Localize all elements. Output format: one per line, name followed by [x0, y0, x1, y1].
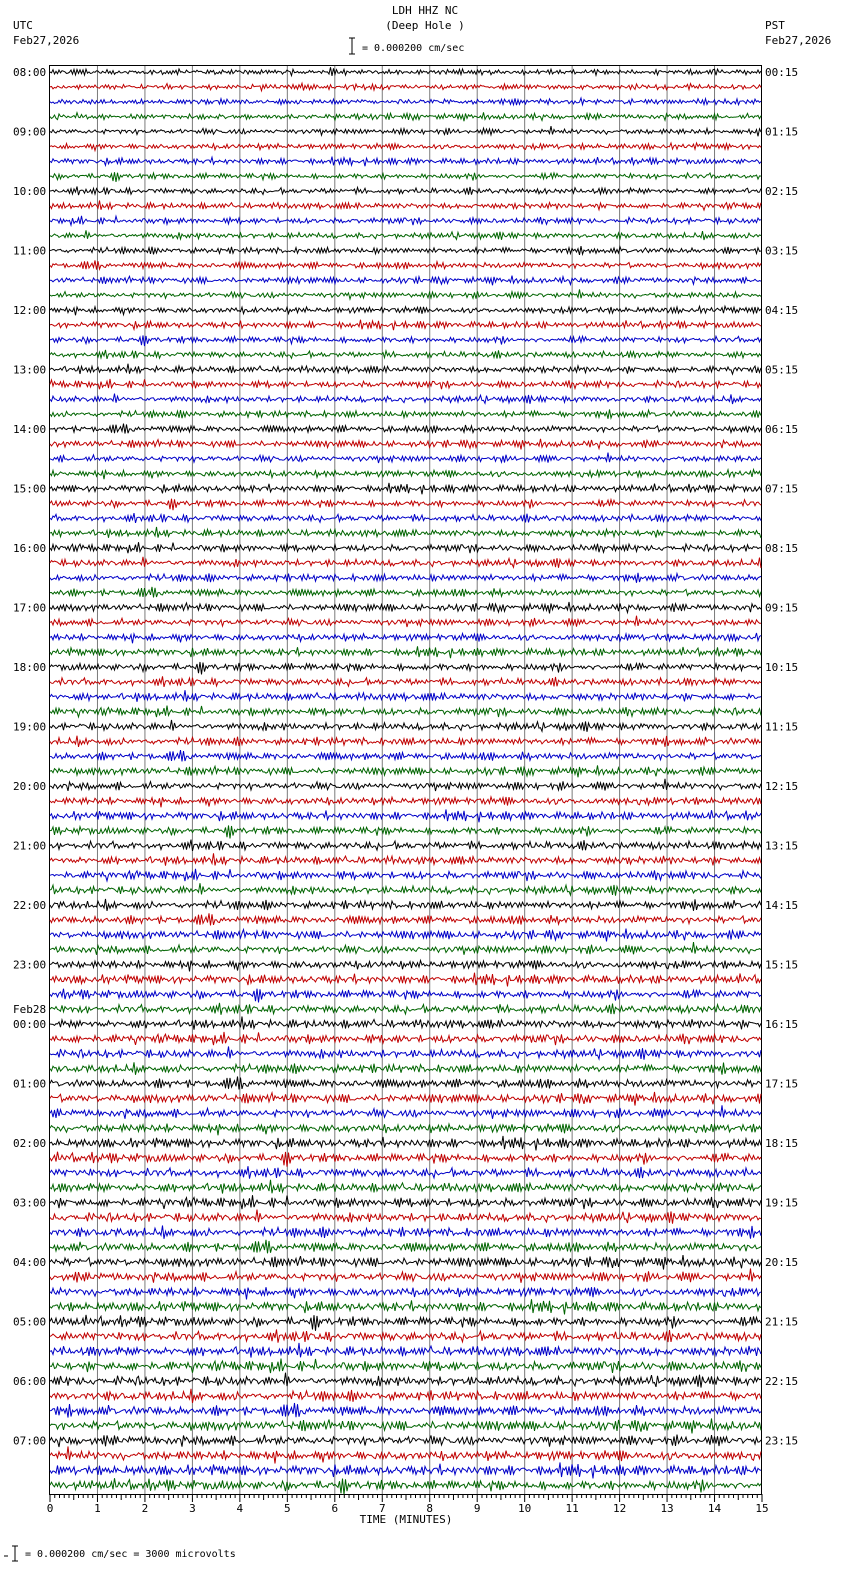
seismic-trace [50, 157, 761, 167]
seismic-trace [50, 1166, 761, 1179]
x-tick-label: 6 [331, 1502, 339, 1515]
seismic-trace [50, 1210, 761, 1224]
pst-hour-label: 11:15 [765, 720, 799, 734]
seismic-trace [50, 1389, 761, 1403]
pst-hour-label: 16:15 [765, 1018, 799, 1031]
seismic-trace [50, 1032, 761, 1045]
seismic-trace [50, 1418, 761, 1433]
utc-hour-label: 23:00 [13, 958, 47, 972]
seismic-trace [50, 587, 761, 598]
seismic-trace [50, 453, 761, 463]
seismic-trace [50, 201, 761, 211]
seismic-trace [50, 394, 761, 404]
pst-hour-label: 21:15 [765, 1315, 799, 1329]
seismic-trace [50, 573, 761, 583]
utc-hour-label: 20:00 [13, 780, 47, 793]
pst-hour-label: 05:15 [765, 363, 799, 377]
seismic-trace [50, 1180, 761, 1194]
seismic-trace [50, 1462, 761, 1478]
pst-hour-label: 00:15 [765, 66, 799, 79]
utc-hour-label: 22:00 [13, 899, 47, 912]
seismic-trace [50, 1152, 761, 1167]
seismic-trace [50, 929, 761, 942]
seismic-trace [50, 616, 761, 627]
seismic-trace [50, 439, 761, 450]
utc-hour-label: 18:00 [13, 661, 47, 674]
x-tick-label: 14 [707, 1502, 722, 1515]
seismic-trace [50, 750, 761, 761]
pst-hour-label: 06:15 [765, 423, 799, 436]
x-tick-label: 12 [612, 1502, 627, 1515]
seismic-trace [50, 1255, 761, 1269]
utc-hour-label: 17:00 [13, 601, 47, 615]
seismic-trace [50, 1124, 761, 1136]
seismic-trace [50, 646, 761, 658]
x-tick-label: 5 [284, 1502, 291, 1515]
seismic-trace [50, 83, 761, 91]
utc-hour-label: 01:00 [13, 1077, 47, 1091]
seismic-trace [50, 1329, 761, 1342]
seismic-trace [50, 230, 761, 240]
seismic-trace [50, 126, 761, 136]
utc-hour-label: 15:00 [13, 482, 47, 496]
seismic-trace [50, 869, 761, 881]
seismic-trace [50, 98, 761, 105]
utc-hour-label: 19:00 [13, 720, 47, 734]
utc-hour-label: 12:00 [13, 304, 47, 317]
seismic-trace [50, 289, 761, 299]
seismic-trace [50, 1343, 761, 1358]
utc-hour-label: 03:00 [13, 1196, 47, 1210]
x-tick-label: 4 [236, 1502, 244, 1515]
left-date: Feb27,2026 [13, 34, 80, 47]
seismic-trace [50, 899, 761, 911]
seismic-trace [50, 1373, 761, 1388]
seismic-trace [50, 1268, 761, 1282]
utc-hour-label: 21:00 [13, 839, 47, 853]
footer-scale-bar-icon [4, 1546, 18, 1561]
pst-hour-label: 10:15 [765, 661, 799, 674]
seismic-trace [50, 67, 761, 76]
seismic-trace [50, 706, 761, 718]
seismic-trace [50, 720, 761, 732]
amplitude-scale-label: = 0.000200 cm/sec [362, 43, 465, 54]
seismic-trace [50, 1359, 761, 1374]
pst-hour-label: 08:15 [765, 542, 799, 555]
seismic-trace [50, 216, 761, 225]
pst-hour-label: 09:15 [765, 601, 799, 615]
utc-hour-label: 07:00 [13, 1434, 47, 1448]
x-tick-label: 1 [94, 1502, 101, 1515]
pst-hour-label: 07:15 [765, 482, 799, 496]
seismic-trace [50, 499, 761, 511]
x-tick-label: 15 [755, 1502, 769, 1515]
seismic-trace [50, 1478, 761, 1495]
seismic-trace [50, 1105, 761, 1119]
left-timezone: UTC [13, 19, 33, 32]
seismic-trace [50, 736, 761, 747]
seismic-trace [50, 883, 761, 896]
seismic-trace [50, 276, 761, 286]
x-tick-label: 13 [660, 1502, 674, 1515]
seismic-trace [50, 306, 761, 315]
seismic-trace [50, 1299, 761, 1314]
seismic-trace [50, 336, 761, 347]
seismic-trace [50, 973, 761, 987]
utc-hour-label: 04:00 [13, 1256, 47, 1269]
seismic-trace [50, 320, 761, 331]
seismic-trace [50, 1195, 761, 1209]
seismic-trace [50, 513, 761, 523]
x-tick-label: 11 [565, 1502, 579, 1515]
seismic-trace [50, 1287, 761, 1300]
seismic-trace [50, 364, 761, 374]
seismic-trace [50, 1315, 761, 1331]
seismic-trace [50, 690, 761, 702]
seismic-trace [50, 1403, 761, 1418]
x-tick-label: 9 [473, 1502, 481, 1515]
pst-hour-label: 03:15 [765, 244, 799, 258]
pst-hour-label: 19:15 [765, 1196, 799, 1210]
seismic-trace [50, 825, 761, 838]
pst-hour-label: 20:15 [765, 1256, 799, 1269]
station-title: LDH HHZ NC [391, 4, 459, 17]
pst-hour-label: 02:15 [765, 185, 799, 198]
pst-hour-label: 04:15 [765, 304, 799, 317]
seismic-trace [50, 172, 761, 182]
seismic-trace [50, 1240, 761, 1254]
pst-hour-label: 12:15 [765, 780, 799, 793]
seismic-trace [50, 410, 761, 419]
pst-hour-label: 23:15 [765, 1434, 799, 1448]
seismic-trace [50, 989, 761, 1003]
seismic-trace [50, 260, 761, 269]
seismic-trace [50, 350, 761, 359]
pst-hour-label: 01:15 [765, 125, 799, 139]
seismic-trace [50, 602, 761, 613]
seismic-trace [50, 1077, 761, 1090]
seismic-trace [50, 1092, 761, 1106]
pst-hour-label: 22:15 [765, 1375, 799, 1388]
utc-hour-label: 08:00 [13, 66, 47, 79]
x-tick-label: 0 [46, 1502, 54, 1515]
station-location: (Deep Hole ) [385, 19, 465, 32]
x-tick-label: 2 [141, 1502, 149, 1515]
seismic-trace [50, 1003, 761, 1015]
seismic-trace [50, 379, 761, 389]
seismic-trace [50, 1136, 761, 1151]
x-axis-title: TIME (MINUTES) [359, 1513, 453, 1526]
seismic-trace [50, 942, 761, 955]
utc-hour-label: 00:00 [13, 1018, 47, 1031]
seismic-trace [50, 542, 761, 553]
pst-hour-label: 13:15 [765, 839, 799, 853]
x-tick-label: 3 [189, 1502, 196, 1515]
utc-hour-label: 05:00 [13, 1315, 47, 1329]
utc-hour-label: 09:00 [13, 125, 47, 139]
seismic-trace [50, 913, 761, 925]
seismic-trace [50, 853, 761, 865]
seismic-trace [50, 187, 761, 196]
seismic-trace [50, 1435, 761, 1447]
right-timezone: PST [765, 19, 785, 32]
utc-hour-label: 10:00 [13, 185, 47, 198]
seismic-trace [50, 1226, 761, 1239]
utc-hour-label: 02:00 [13, 1137, 47, 1150]
seismic-trace [50, 1062, 761, 1075]
seismic-trace [50, 1017, 761, 1030]
seismic-trace [50, 424, 761, 434]
seismic-trace [50, 557, 761, 568]
seismic-trace [50, 765, 761, 777]
seismic-trace [50, 810, 761, 823]
seismic-trace [50, 633, 761, 643]
seismic-trace [50, 960, 761, 971]
seismic-trace [50, 662, 761, 674]
seismic-trace [50, 527, 761, 538]
seismic-trace [50, 840, 761, 851]
utc-hour-label: 14:00 [13, 423, 47, 436]
utc-hour-label: 06:00 [13, 1375, 47, 1388]
date-change-label: Feb28 [13, 1003, 47, 1016]
x-tick-label: 7 [378, 1502, 386, 1515]
seismic-trace [50, 470, 761, 480]
seismic-trace [50, 112, 761, 121]
pst-hour-label: 18:15 [765, 1137, 799, 1150]
seismic-trace [50, 1446, 761, 1463]
x-tick-label: 8 [426, 1502, 434, 1515]
footer-scale-note: = 0.000200 cm/sec = 3000 microvolts [25, 1549, 236, 1560]
scale-bar-icon [349, 38, 355, 54]
utc-hour-label: 11:00 [13, 244, 47, 258]
right-date: Feb27,2026 [765, 34, 832, 47]
seismic-trace [50, 483, 761, 494]
x-tick-label: 10 [518, 1502, 532, 1515]
seismic-trace [50, 779, 761, 791]
pst-hour-label: 14:15 [765, 899, 799, 912]
seismic-trace [50, 246, 761, 255]
seismic-trace [50, 1046, 761, 1059]
utc-hour-label: 16:00 [13, 542, 47, 555]
seismic-trace [50, 797, 761, 808]
pst-hour-label: 17:15 [765, 1077, 799, 1091]
seismic-trace [50, 143, 761, 151]
seismic-trace [50, 676, 761, 687]
utc-hour-label: 13:00 [13, 363, 47, 377]
pst-hour-label: 15:15 [765, 958, 799, 972]
